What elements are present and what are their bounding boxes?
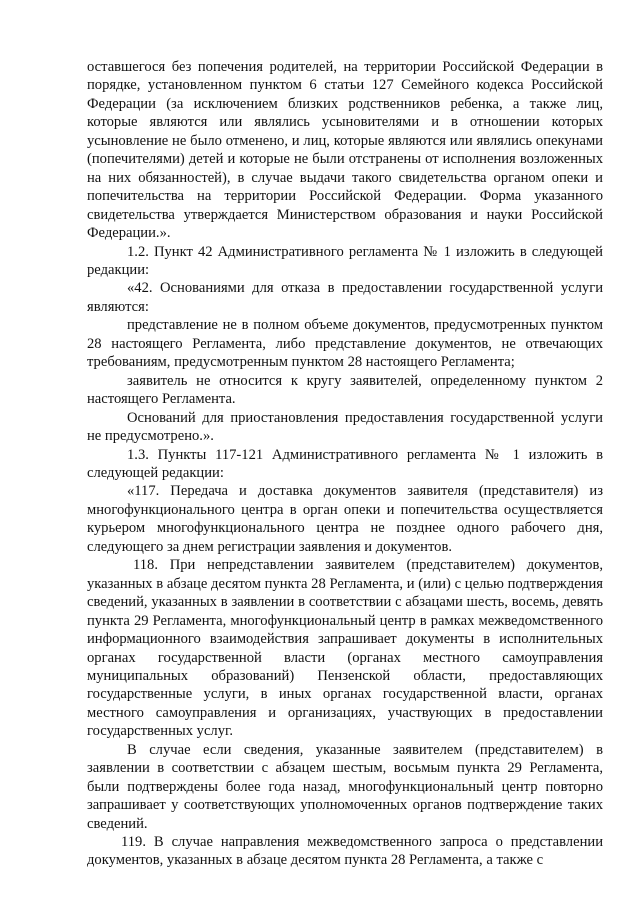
paragraph-refusal-ground-2: заявитель не относится к кругу заявителей, определенному пунктом 2 настоящего Регламента. (87, 372, 603, 408)
paragraph-continuation: оставшегося без попечения родителей, на территории Российской Федерации в порядке, установленном пунктом 6 статьи 127 Семейного кодекса Российской Федерации (за исключением близких родственников ребенка, а также лиц, которые являются или являлись усыновителями и в отношении которых усыновление не было отменено, и лиц, которые являются или являлись опекунами (попечителями) детей и которые не были отстранены от исполнения возложенных на них обязанностей), в случае выдачи такого свидетельства органом опеки и попечительства на территории Российской Федерации. Форма указанного свидетельства утверждается Министерством образования и науки Российской Федерации.». (87, 59, 603, 242)
paragraph-no-suspension: Оснований для приостановления предоставления государственной услуги не предусмотрено.». (87, 409, 603, 445)
paragraph-repeat-request: В случае если сведения, указанные заявителем (представителем) в заявлении в соответствии с абзацем шестым, восьмым пункта 29 Регламента, были подтверждены более года назад, многофункциональный центр повторно запрашивает у соответствующих уполномоченных органов подтверждение таких сведений. (87, 741, 603, 832)
paragraph-clause-118: 118. При непредставлении заявителем (представителем) документов, указанных в абзаце десятом пункта 28 Регламента, и (или) с целью подтверждения сведений, указанных в заявлении в соответствии с абзацами шесть, восемь, девять пункта 29 Регламента, многофункциональный центр в рамках межведомственного информационного взаимодействия запрашивает документы в исполнительных органах государственной власти (органах местного самоуправления муниципальных образований) Пензенской области, предоставляющих государственные услуги, в иных органах государственной власти, органах местного самоуправления и организациях, участвующих в предоставлении государственных услуг. (87, 557, 603, 740)
paragraph-item-1-3: 1.3. Пункты 117-121 Административного регламента № 1 изложить в следующей редакции: (87, 446, 603, 481)
paragraph-clause-117: «117. Передача и доставка документов заявителя (представителя) из многофункционального центра в орган опеки и попечительства осуществляется курьером многофункционального центра не позднее одного рабочего дня, следующего за днем регистрации заявления и документов. (87, 483, 603, 555)
paragraph-clause-119: 119. В случае направления межведомственного запроса о представлении документов, указанных в абзаце десятом пункта 28 Регламента, а также с (87, 834, 603, 869)
paragraph-refusal-ground-1: представление не в полном объеме документов, предусмотренных пунктом 28 настоящего Регламента, либо представление документов, не отвечающих требованиям, предусмотренным пунктом 28 настоящего Регламента; (87, 317, 603, 371)
paragraph-item-1-2: 1.2. Пункт 42 Административного регламента № 1 изложить в следующей редакции: (87, 243, 603, 278)
paragraph-clause-42: «42. Основаниями для отказа в предоставлении государственной услуги являются: (87, 280, 603, 315)
document-body (87, 58, 603, 870)
